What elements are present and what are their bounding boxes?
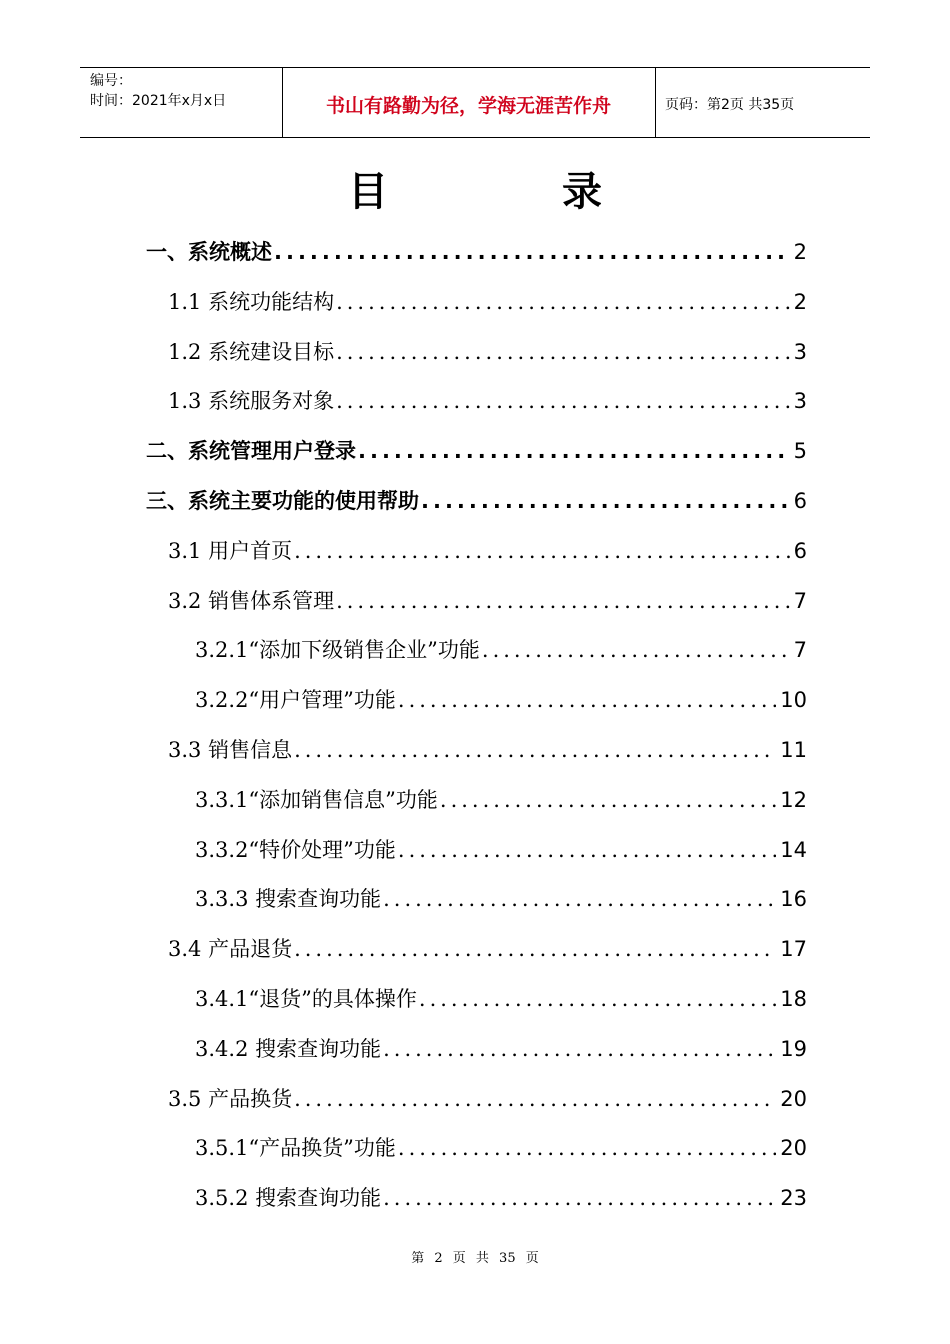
toc-entry[interactable]: [146, 485, 807, 525]
page-footer: 第 2 页 共 35 页: [411, 1251, 539, 1266]
toc-entry-page: 12: [780, 788, 807, 812]
toc-leader-dots: [440, 788, 776, 812]
toc-leader-dots: [482, 638, 790, 662]
toc-entry-page: 7: [793, 638, 807, 662]
toc-entry-page: 6: [793, 539, 807, 563]
toc-entry[interactable]: [168, 585, 807, 625]
toc-leader-dots: [336, 340, 790, 364]
motto: 书山有路勤为径，学海无涯苦作舟: [325, 95, 611, 117]
toc-entry-title: 3.5.1“产品换货”功能: [195, 1136, 396, 1160]
toc-entry-page: 18: [780, 987, 807, 1011]
header-info-cell: [80, 68, 283, 137]
toc-entry-page: 2: [793, 240, 807, 264]
toc-leader-dots: [398, 688, 776, 712]
toc-entry[interactable]: [195, 834, 807, 874]
toc-leader-dots: [336, 589, 790, 613]
toc-entry-page: 10: [780, 688, 807, 712]
toc-entry-title: 3.2.1“添加下级销售企业”功能: [195, 638, 480, 662]
toc-entry-title: 三、系统主要功能的使用帮助: [146, 489, 419, 513]
toc-entry-page: 3: [793, 340, 807, 364]
toc-leader-dots: [358, 439, 790, 463]
toc-entry-page: 16: [780, 887, 807, 911]
toc-entry-page: 14: [780, 838, 807, 862]
header-motto-cell: [282, 68, 656, 137]
toc-entry[interactable]: [195, 983, 807, 1023]
toc-entry-page: 19: [780, 1037, 807, 1061]
toc-leader-dots: [294, 1087, 776, 1111]
toc-entry[interactable]: [168, 336, 807, 376]
toc-entry-title: 3.3.3 搜索查询功能: [195, 887, 382, 911]
toc-leader-dots: [419, 987, 776, 1011]
toc-entry[interactable]: [146, 236, 807, 276]
toc-leader-dots: [294, 738, 776, 762]
toc-entry-title: 3.1 用户首页: [168, 539, 293, 563]
toc-entry[interactable]: [195, 1132, 807, 1172]
toc-entry-title: 二、系统管理用户登录: [146, 439, 356, 463]
toc-entry-title: 3.5 产品换货: [168, 1087, 293, 1111]
toc-entry-title: 一、系统概述: [146, 240, 272, 264]
toc-leader-dots: [336, 290, 790, 314]
page-header: [80, 67, 870, 138]
toc-entry-page: 17: [780, 937, 807, 961]
toc-entry[interactable]: [168, 1083, 807, 1123]
toc-leader-dots: [383, 1037, 776, 1061]
toc-entry-page: 6: [793, 489, 807, 513]
toc-entry[interactable]: [168, 535, 807, 575]
toc-entry-title: 3.3.2“特价处理”功能: [195, 838, 396, 862]
toc-leader-dots: [294, 937, 776, 961]
toc-leader-dots: [383, 1186, 776, 1210]
toc-entry[interactable]: [195, 634, 807, 674]
toc-entry[interactable]: [195, 883, 807, 923]
toc-entry[interactable]: [195, 1033, 807, 1073]
toc-entry-title: 1.2 系统建设目标: [168, 340, 335, 364]
toc-entry-title: 1.1 系统功能结构: [168, 290, 335, 314]
toc-entry-title: 3.3.1“添加销售信息”功能: [195, 788, 438, 812]
toc-leader-dots: [398, 838, 776, 862]
header-page-number: 页码：第2页 共35页: [665, 97, 795, 113]
toc-entry-title: 3.5.2 搜索查询功能: [195, 1186, 382, 1210]
toc-leader-dots: [383, 887, 776, 911]
toc-entry[interactable]: [168, 933, 807, 973]
toc-entry-title: 1.3 系统服务对象: [168, 389, 335, 413]
toc-entry-page: 20: [780, 1136, 807, 1160]
toc-entry-title: 3.4 产品退货: [168, 937, 293, 961]
toc-entry[interactable]: [168, 286, 807, 326]
toc-entry-page: 7: [793, 589, 807, 613]
toc-leader-dots: [336, 389, 790, 413]
toc-entry-page: 11: [780, 738, 807, 762]
header-page-cell: [656, 68, 870, 137]
toc-leader-dots: [274, 240, 790, 264]
toc-entry-title: 3.2.2“用户管理”功能: [195, 688, 396, 712]
toc-leader-dots: [398, 1136, 776, 1160]
toc-entry[interactable]: [195, 684, 807, 724]
toc-entry-page: 23: [780, 1186, 807, 1210]
toc-leader-dots: [421, 489, 790, 513]
toc-entry-page: 20: [780, 1087, 807, 1111]
toc-entry-page: 5: [793, 439, 807, 463]
toc-entry-page: 3: [793, 389, 807, 413]
toc-entry[interactable]: [146, 435, 807, 475]
toc-entry-page: 2: [793, 290, 807, 314]
toc-entry-title: 3.4.2 搜索查询功能: [195, 1037, 382, 1061]
toc-leader-dots: [294, 539, 790, 563]
toc-entry[interactable]: [195, 1182, 807, 1222]
toc-entry-title: 3.2 销售体系管理: [168, 589, 335, 613]
toc-entry[interactable]: [168, 385, 807, 425]
time-text: 时间：2021年x月x日: [90, 93, 227, 109]
page-title: 目 录: [348, 169, 682, 215]
toc-entry-title: 3.3 销售信息: [168, 738, 293, 762]
code-label: 编号：: [90, 73, 132, 89]
toc-entry[interactable]: [195, 784, 807, 824]
toc-entry[interactable]: [168, 734, 807, 774]
toc-entry-title: 3.4.1“退货”的具体操作: [195, 987, 417, 1011]
